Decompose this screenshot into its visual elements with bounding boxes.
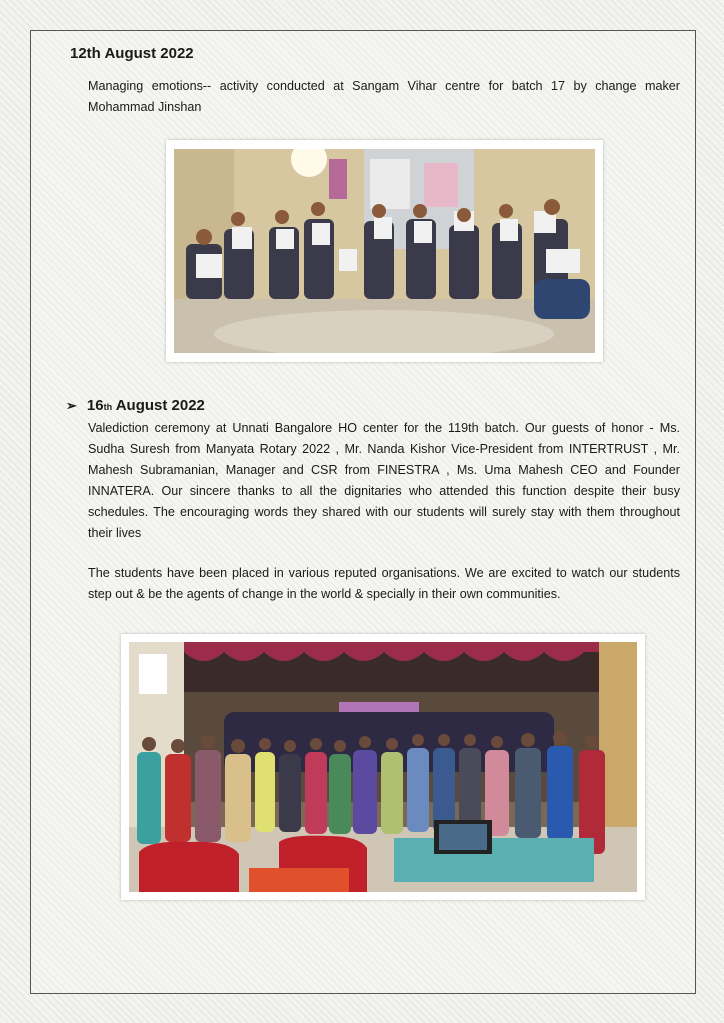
activity-photo [174, 149, 595, 353]
group-photo [129, 642, 637, 892]
photo-frame-group [121, 634, 645, 900]
heading-day: 16 [86, 397, 104, 414]
section-body-aug-12: Managing emotions-- activity conducted at Sangam Vihar centre for batch 17 by change maker Mohammad Jinshan [88, 79, 680, 114]
section-para-placements: The students have been placed in various reputed organisations. We are excited to watch our students step out & be the agents of change in the world & specially in their own communities. [88, 566, 680, 601]
photo-frame-activity [166, 140, 603, 362]
section-para-valediction: Valediction ceremony at Unnati Bangalore HO center for the 119th batch. Our guests of honor - Ms. Sudha Suresh from Manyata Rotary 2022 , Mr. Nanda Kishor Vice-President from INTERTRUST , Mr. Mahesh Subramanian, Manager and CSR from FINESTRA , Ms. Uma Mahesh CEO and Founder INNATERA. Our sincere thanks to all the dignitaries who attended this function despite their busy schedules. The encouraging words they shared with our students will surely stay with them throughout their lives [88, 421, 680, 540]
section-heading-aug-16 [66, 397, 205, 414]
arrow-bullet-icon: ➢ [66, 398, 77, 413]
heading-suffix: th [103, 402, 113, 412]
section-heading-aug-12: 12th August 2022 [70, 45, 194, 62]
heading-rest: August 2022 [112, 397, 205, 414]
